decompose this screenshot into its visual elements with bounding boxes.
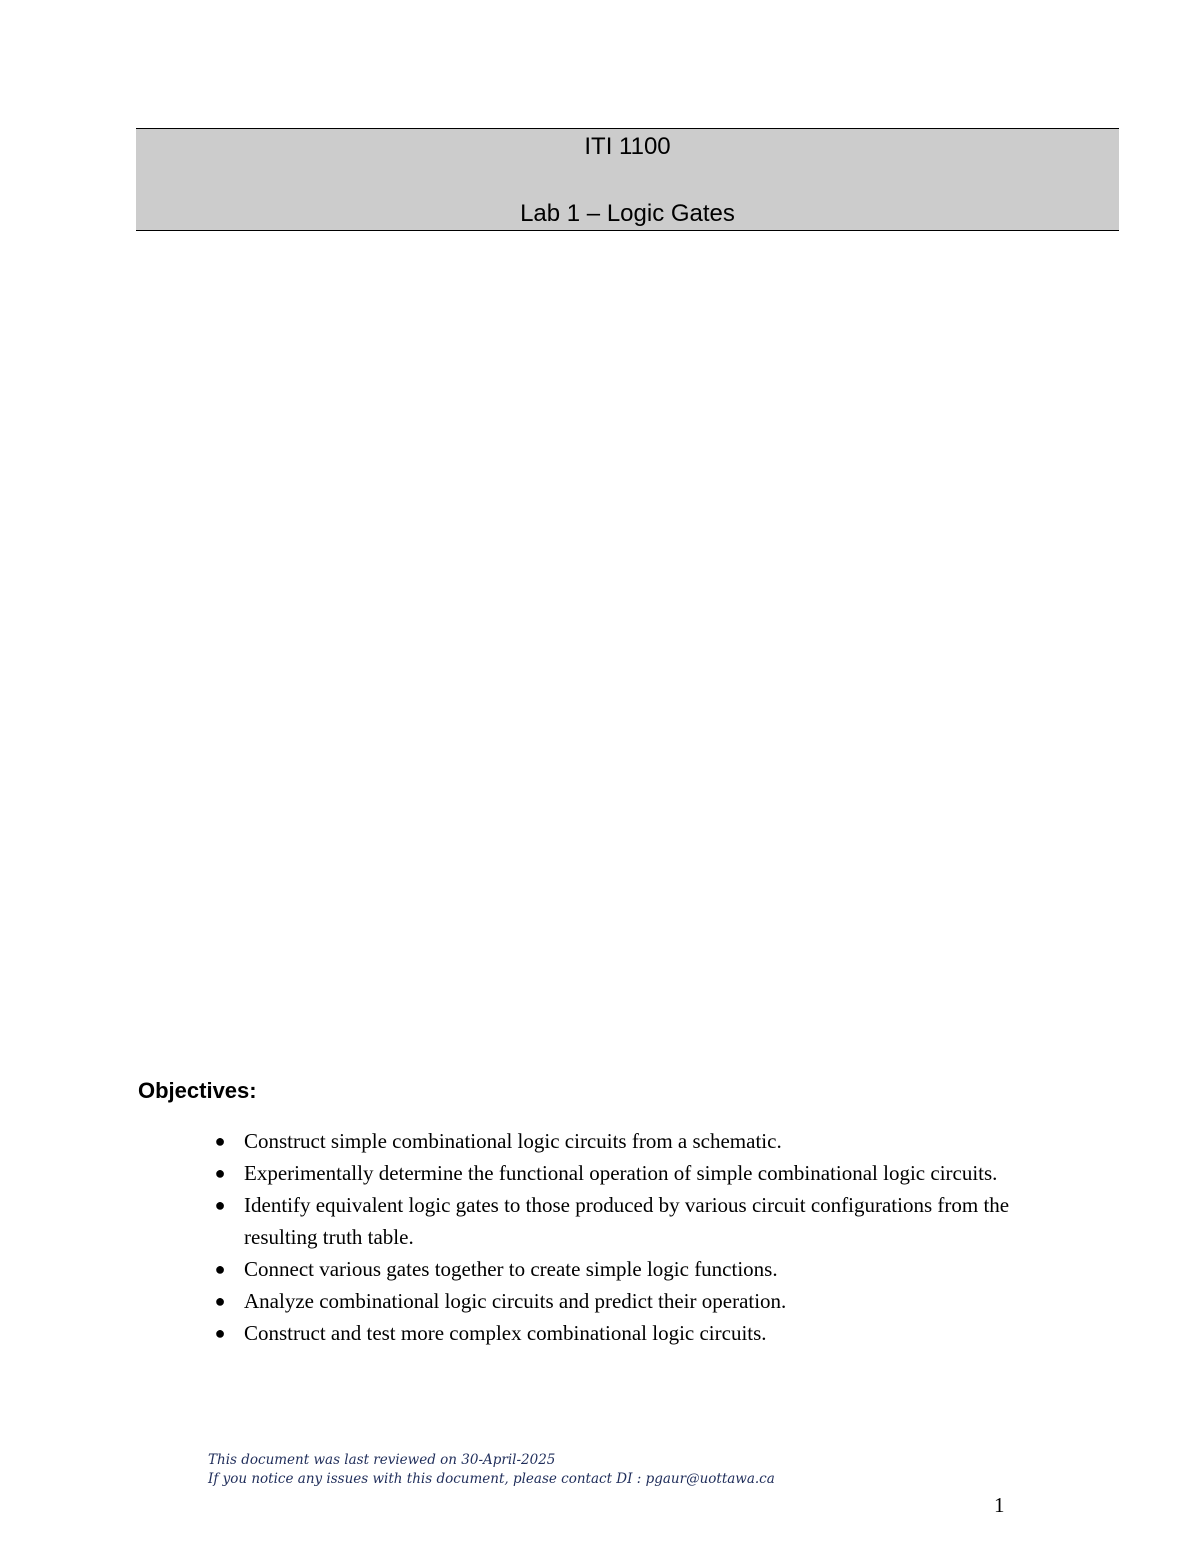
contact-note: If you notice any issues with this document, please contact DI : pgaur@uottawa.ca: [208, 1471, 775, 1487]
objective-item: [214, 1189, 1034, 1253]
objective-item: [214, 1317, 1034, 1349]
objective-item: [214, 1253, 1034, 1285]
footer-note: [208, 1451, 775, 1489]
objective-item: [214, 1157, 1034, 1189]
title-banner: [136, 128, 1119, 231]
bullet-icon: ●: [214, 1291, 226, 1311]
objective-item: [214, 1125, 1034, 1157]
bullet-icon: ●: [214, 1131, 226, 1151]
objective-item: [214, 1285, 1034, 1317]
objective-text: Construct simple combinational logic circuits from a schematic.: [244, 1129, 782, 1153]
objective-text: Connect various gates together to create simple logic functions.: [244, 1257, 778, 1281]
review-note: This document was last reviewed on 30-April-2025: [208, 1452, 556, 1468]
objective-text: Construct and test more complex combinational logic circuits.: [244, 1321, 767, 1345]
objectives-list: [214, 1125, 1034, 1349]
bullet-icon: ●: [214, 1323, 226, 1343]
lab-title: Lab 1 – Logic Gates: [520, 200, 735, 227]
objective-text: Identify equivalent logic gates to those produced by various circuit configurations from the resulting truth table.: [244, 1193, 1010, 1249]
objective-text: Analyze combinational logic circuits and predict their operation.: [244, 1289, 787, 1313]
bullet-icon: ●: [214, 1163, 226, 1183]
page-number: 1: [994, 1493, 1005, 1517]
course-code: ITI 1100: [584, 133, 671, 160]
bullet-icon: ●: [214, 1195, 226, 1215]
bullet-icon: ●: [214, 1259, 226, 1279]
objective-text: Experimentally determine the functional operation of simple combinational logic circuits.: [244, 1161, 998, 1185]
objectives-heading: Objectives:: [138, 1078, 257, 1103]
